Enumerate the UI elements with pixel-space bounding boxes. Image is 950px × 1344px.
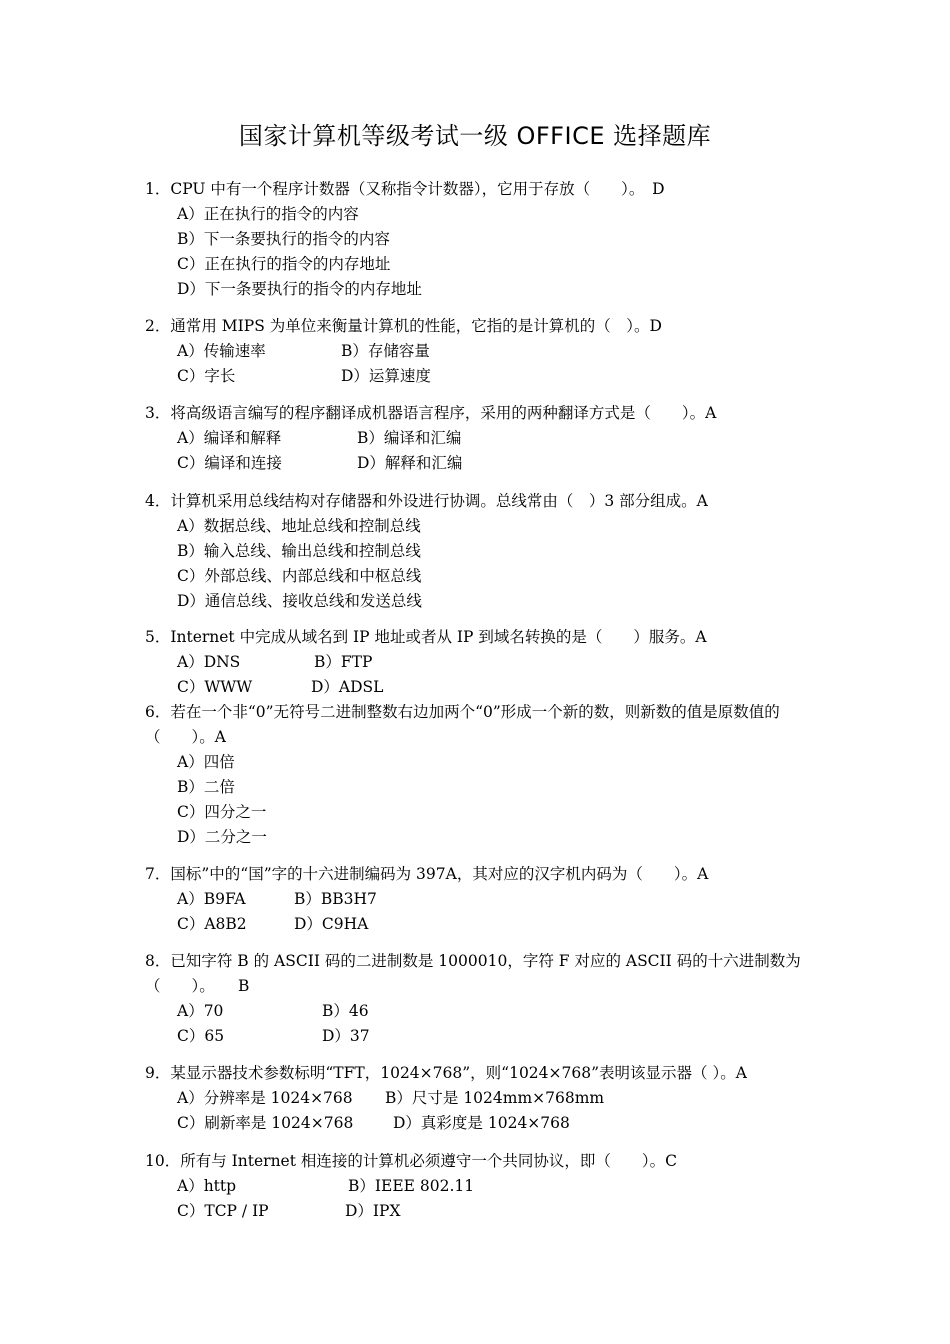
option-d: D）通信总线、接收总线和发送总线 xyxy=(177,592,422,610)
option-d: D）37 xyxy=(322,1027,370,1045)
question-10 xyxy=(145,1149,815,1224)
option-d: D）真彩度是 1024×768 xyxy=(393,1114,570,1132)
option-d: D）IPX xyxy=(345,1202,401,1220)
question-stem: 6．若在一个非“0”无符号二进制整数右边加两个“0”形成一个新的数，则新数的值是原数值的（ ）。A xyxy=(145,703,780,746)
option-a: A）70 xyxy=(177,1002,224,1020)
option-a: A）B9FA xyxy=(177,890,246,908)
option-c: C）编译和连接 xyxy=(177,454,282,472)
option-b: B）编译和汇编 xyxy=(357,429,462,447)
option-b: B）FTP xyxy=(314,653,373,671)
option-c: C）刷新率是 1024×768 xyxy=(177,1114,354,1132)
option-c: C）A8B2 xyxy=(177,915,247,933)
option-d: D）运算速度 xyxy=(341,367,431,385)
option-d: D）C9HA xyxy=(294,915,369,933)
question-6 xyxy=(145,700,815,850)
option-a: A）DNS xyxy=(177,653,241,671)
option-a: A）传输速率 xyxy=(177,342,266,360)
option-b: B）BB3H7 xyxy=(294,890,377,908)
option-c: C）TCP / IP xyxy=(177,1202,269,1220)
option-b: B）IEEE 802.11 xyxy=(348,1177,475,1195)
question-stem: 10．所有与 Internet 相连接的计算机必须遵守一个共同协议，即（ ）。C xyxy=(145,1152,677,1170)
option-d: D）下一条要执行的指令的内存地址 xyxy=(177,280,422,298)
option-a: A）正在执行的指令的内容 xyxy=(177,205,359,223)
option-a: A）编译和解释 xyxy=(177,429,282,447)
question-stem: 2．通常用 MIPS 为单位来衡量计算机的性能，它指的是计算机的（ ）。D xyxy=(145,317,662,335)
option-c: C）正在执行的指令的内存地址 xyxy=(177,255,391,273)
question-stem: 9．某显示器技术参数标明“TFT，1024×768”，则“1024×768”表明该显示器（ ）。A xyxy=(145,1064,747,1082)
option-c: C）外部总线、内部总线和中枢总线 xyxy=(177,567,422,585)
question-stem: 1．CPU 中有一个程序计数器（又称指令计数器），它用于存放（ ）。 D xyxy=(145,180,665,198)
question-3 xyxy=(145,401,815,476)
option-c: C）65 xyxy=(177,1027,225,1045)
option-b: B）下一条要执行的指令的内容 xyxy=(177,230,390,248)
option-d: D）ADSL xyxy=(311,678,384,696)
question-7 xyxy=(145,862,815,937)
option-b: B）输入总线、输出总线和控制总线 xyxy=(177,542,421,560)
option-a: A）数据总线、地址总线和控制总线 xyxy=(177,517,421,535)
option-a: A）分辨率是 1024×768 xyxy=(177,1089,353,1107)
option-a: A）四倍 xyxy=(177,753,235,771)
question-stem: 5．Internet 中完成从域名到 IP 地址或者从 IP 到域名转换的是（ ）服务。A xyxy=(145,628,707,646)
option-b: B）46 xyxy=(322,1002,369,1020)
option-a: A）http xyxy=(177,1177,237,1195)
question-8 xyxy=(145,949,815,1049)
question-stem: 7．国标”中的“国”字的十六进制编码为 397A，其对应的汉字机内码为（ ）。A xyxy=(145,865,709,883)
question-stem: 3．将高级语言编写的程序翻译成机器语言程序，采用的两种翻译方式是（ ）。A xyxy=(145,404,717,422)
option-c: C）字长 xyxy=(177,367,236,385)
option-d: D）二分之一 xyxy=(177,828,267,846)
option-c: C）WWW xyxy=(177,678,253,696)
question-4 xyxy=(145,489,815,614)
option-b: B）二倍 xyxy=(177,778,235,796)
question-stem: 4．计算机采用总线结构对存储器和外设进行协调。总线常由（ ）3 部分组成。A xyxy=(145,492,708,510)
question-9 xyxy=(145,1061,815,1136)
document-title: 国家计算机等级考试一级 OFFICE 选择题库 xyxy=(238,122,712,150)
option-d: D）解释和汇编 xyxy=(357,454,463,472)
question-stem: 8．已知字符 B 的 ASCII 码的二进制数是 1000010，字符 F 对应的 ASCII 码的十六进制数为（ ）。 B xyxy=(145,952,801,995)
option-c: C）四分之一 xyxy=(177,803,267,821)
option-b: B）存储容量 xyxy=(341,342,430,360)
question-1 xyxy=(145,177,815,302)
question-5 xyxy=(145,625,815,700)
question-2 xyxy=(145,314,815,389)
option-b: B）尺寸是 1024mm×768mm xyxy=(385,1089,605,1107)
